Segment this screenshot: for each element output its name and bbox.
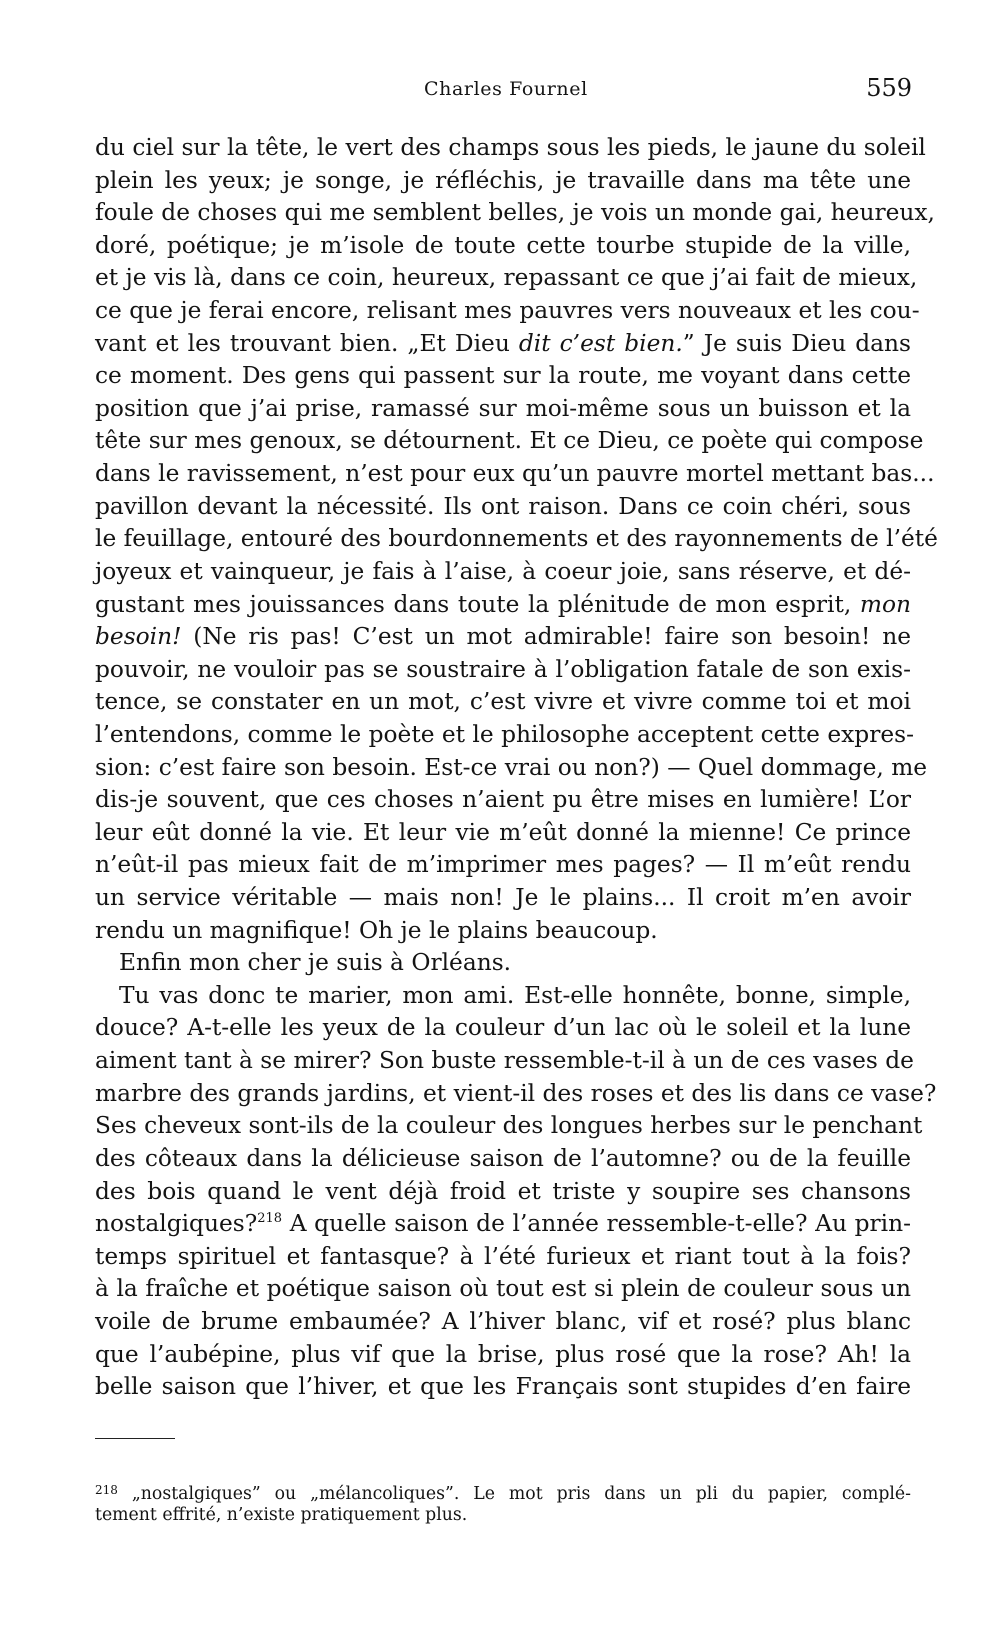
text-line: un service véritable — mais non! Je le plains... Il croit m’en avoir [95,884,911,912]
text-line: besoin! (Ne ris pas! C’est un mot admirable! faire son besoin! ne [95,623,911,651]
text-line: tence, se constater en un mot, c’est vivre et vivre comme toi et moi [95,688,911,716]
text-line: ce moment. Des gens qui passent sur la route, me voyant dans cette [95,362,911,390]
text-line: que l’aubépine, plus vif que la brise, plus rosé que la rose? Ah! la [95,1340,911,1368]
text-line: dis-je souvent, que ces choses n’aient pu être mises en lumière! L’or [95,786,911,814]
text-line: aiment tant à se mirer? Son buste ressemble-t-il à un de ces vases de [95,1047,914,1075]
text-line: gustant mes jouissances dans toute la plénitude de mon esprit, mon [95,590,911,618]
text-line: belle saison que l’hiver, et que les Français sont stupides d’en faire [95,1373,911,1401]
text-line: à la fraîche et poétique saison où tout est si plein de couleur sous un [95,1275,911,1303]
text-line: dans le ravissement, n’est pour eux qu’un pauvre mortel mettant bas... [95,460,935,488]
text-line: temps spirituel et fantasque? à l’été furieux et riant tout à la fois? [95,1242,911,1270]
text-line: marbre des grands jardins, et vient-il des roses et des lis dans ce vase? [95,1079,937,1107]
text-line: du ciel sur la tête, le vert des champs sous les pieds, le jaune du soleil [95,134,926,161]
text-line: leur eût donné la vie. Et leur vie m’eût donné la mienne! Ce prince [95,818,911,846]
body-text [95,132,938,1404]
text-line: voile de brume embaumée? A l’hiver blanc, vif et rosé? plus blanc [95,1307,911,1335]
text-line: l’entendons, comme le poète et le philosophe acceptent cette expres- [95,720,914,748]
text-line: vant et les trouvant bien. „Et Dieu dit c’est bien.” Je suis Dieu dans [95,329,911,357]
text-line: n’eût-il pas mieux fait de m’imprimer mes pages? — Il m’eût rendu [95,851,911,879]
footnote-divider [95,1438,175,1439]
page-header [0,70,1000,110]
text-line: des côteaux dans la délicieuse saison de l’automne? ou de la feuille [95,1144,911,1172]
text-line: Ses cheveux sont-ils de la couleur des longues herbes sur le penchant [95,1112,923,1140]
text-line: Enfin mon cher je suis à Orléans. [119,949,512,977]
text-line: rendu un magnifique! Oh je le plains beaucoup. [95,916,658,944]
text-line: sion: c’est faire son besoin. Est-ce vrai ou non?) — Quel dommage, me [95,753,928,781]
text-line: le feuillage, entouré des bourdonnements et des rayonnements de l’été [95,525,938,553]
text-line: des bois quand le vent déjà froid et triste y soupire ses chansons [95,1177,911,1205]
text-line: doré, poétique; je m’isole de toute cette tourbe stupide de la ville, [95,231,911,259]
text-line: plein les yeux; je songe, je réfléchis, je travaille dans ma tête une [95,166,911,194]
text-line: joyeux et vainqueur, je fais à l’aise, à coeur joie, sans réserve, et dé- [95,557,911,585]
footnote-line: $^{218}$ „nostalgiques” ou „mélancoliques”. Le mot pris dans un pli du papier, complé- [95,1483,911,1504]
text-line: nostalgiques?$^{218}$ A quelle saison de l’année ressemble-t-elle? Au prin- [95,1210,911,1238]
text-line: foule de choses qui me semblent belles, je vois un monde gai, heureux, [95,199,935,227]
text-line: douce? A-t-elle les yeux de la couleur d’un lac où le soleil et la lune [95,1014,911,1042]
running-head: Charles Fournel [424,78,588,100]
footnotes [95,1478,911,1528]
text-line: position que j’ai prise, ramassé sur moi-même sous un buisson et la [95,394,911,422]
text-line: et je vis là, dans ce coin, heureux, repassant ce que j’ai fait de mieux, [95,264,918,292]
page-number: 559 [866,74,912,102]
text-line: pouvoir, ne vouloir pas se soustraire à l’obligation fatale de son exis- [95,655,911,683]
text-line: Tu vas donc te marier, mon ami. Est-elle honnête, bonne, simple, [119,981,911,1009]
text-line: tête sur mes genoux, se détournent. Et ce Dieu, ce poète qui compose [95,427,924,455]
text-line: pavillon devant la nécessité. Ils ont raison. Dans ce coin chéri, sous [95,492,911,520]
footnote-line: tement effrité, n’existe pratiquement plus. [95,1505,468,1525]
text-line: ce que je ferai encore, relisant mes pauvres vers nouveaux et les cou- [95,297,920,325]
